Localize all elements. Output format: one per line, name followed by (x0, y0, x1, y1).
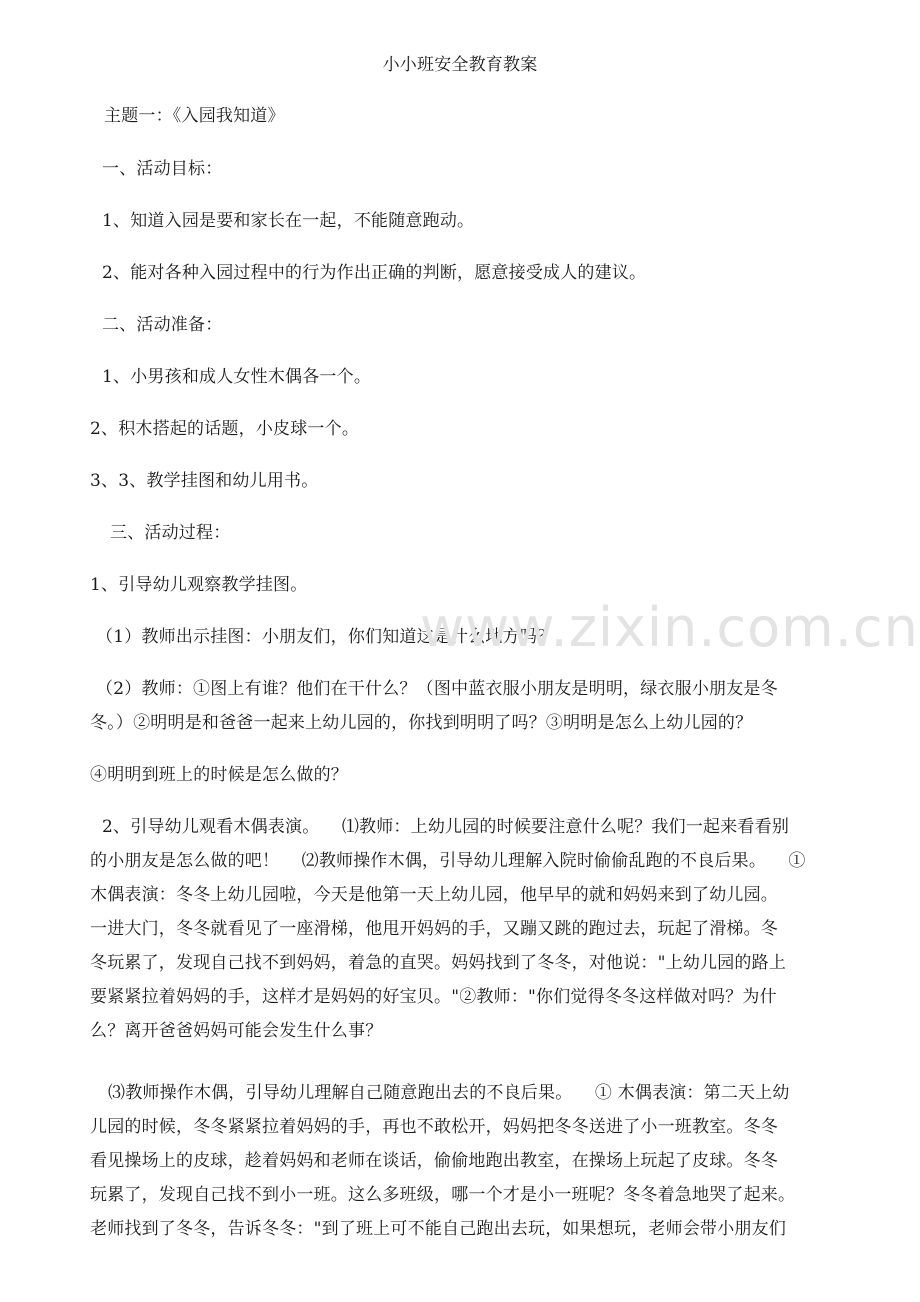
section-heading-preparation: 二、活动准备： (102, 315, 223, 335)
paragraph: 老师找到了冬冬，告诉冬冬："到了班上可不能自己跑出去玩，如果想玩，老师会带小朋友们 (90, 1219, 787, 1239)
paragraph: 玩累了，发现自己找不到小一班。这么多班级，哪一个才是小一班呢？冬冬着急地哭了起来。 (90, 1185, 796, 1205)
paragraph: 2、引导幼儿观看木偶表演。 ⑴教师：上幼儿园的时候要注意什么呢？我们一起来看看别 (102, 817, 790, 837)
topic-heading: 主题一：《入园我知道》 (104, 106, 285, 126)
section-heading-goals: 一、活动目标： (102, 159, 223, 179)
paragraph: 儿园的时候，冬冬紧紧拉着妈妈的手，再也不敢松开，妈妈把冬冬送进了小一班教室。冬冬 (90, 1117, 778, 1137)
paragraph: 1、知道入园是要和家长在一起，不能随意跑动。 (102, 211, 475, 231)
paragraph: 1、小男孩和成人女性木偶各一个。 (102, 367, 372, 387)
section-heading-process: 三、活动过程： (110, 523, 231, 543)
paragraph: 要紧紧拉着妈妈的手，这样才是妈妈的好宝贝。"②教师："你们觉得冬冬这样做对吗？为什 (90, 987, 777, 1007)
paragraph: 2、积木搭起的话题，小皮球一个。 (90, 419, 360, 439)
paragraph: 1、引导幼儿观察教学挂图。 (90, 575, 308, 595)
paragraph: （2）教师：①图上有谁？他们在干什么？（图中蓝衣服小朋友是明明，绿衣服小朋友是冬 (96, 679, 778, 699)
paragraph: 的小朋友是怎么做的吧！ ⑵教师操作木偶，引导幼儿理解入院时偷偷乱跑的不良后果。 ① (90, 851, 806, 871)
watermark-text: www.zixin.com.cn (420, 596, 919, 659)
paragraph: 冬。）②明明是和爸爸一起来上幼儿园的，你找到明明了吗？③明明是怎么上幼儿园的？ (90, 713, 753, 733)
document-title: 小小班安全教育教案 (382, 55, 538, 75)
paragraph: 看见操场上的皮球，趁着妈妈和老师在谈话，偷偷地跑出教室，在操场上玩起了皮球。冬冬 (90, 1151, 778, 1171)
paragraph: 冬玩累了，发现自己找不到妈妈，着急的直哭。妈妈找到了冬冬，对他说："上幼儿园的路上 (90, 953, 787, 973)
paragraph: ④明明到班上的时候是怎么做的？ (90, 765, 348, 785)
paragraph: （1）教师出示挂图：小朋友们，你们知道这是什么地方吗？ (96, 627, 555, 647)
paragraph: ⑶教师操作木偶，引导幼儿理解自己随意跑出去的不良后果。 ① 木偶表演：第二天上幼 (108, 1083, 790, 1103)
paragraph: 木偶表演：冬冬上幼儿园啦，今天是他第一天上幼儿园，他早早的就和妈妈来到了幼儿园。 (90, 885, 778, 905)
paragraph: 一进大门，冬冬就看见了一座滑梯，他甩开妈妈的手，又蹦又跳的跑过去，玩起了滑梯。冬 (90, 919, 778, 939)
paragraph: 么？离开爸爸妈妈可能会发生什么事？ (90, 1021, 383, 1041)
paragraph: 3、3、教学挂图和幼儿用书。 (90, 471, 319, 491)
paragraph: 2、能对各种入园过程中的行为作出正确的判断，愿意接受成人的建议。 (102, 263, 647, 283)
